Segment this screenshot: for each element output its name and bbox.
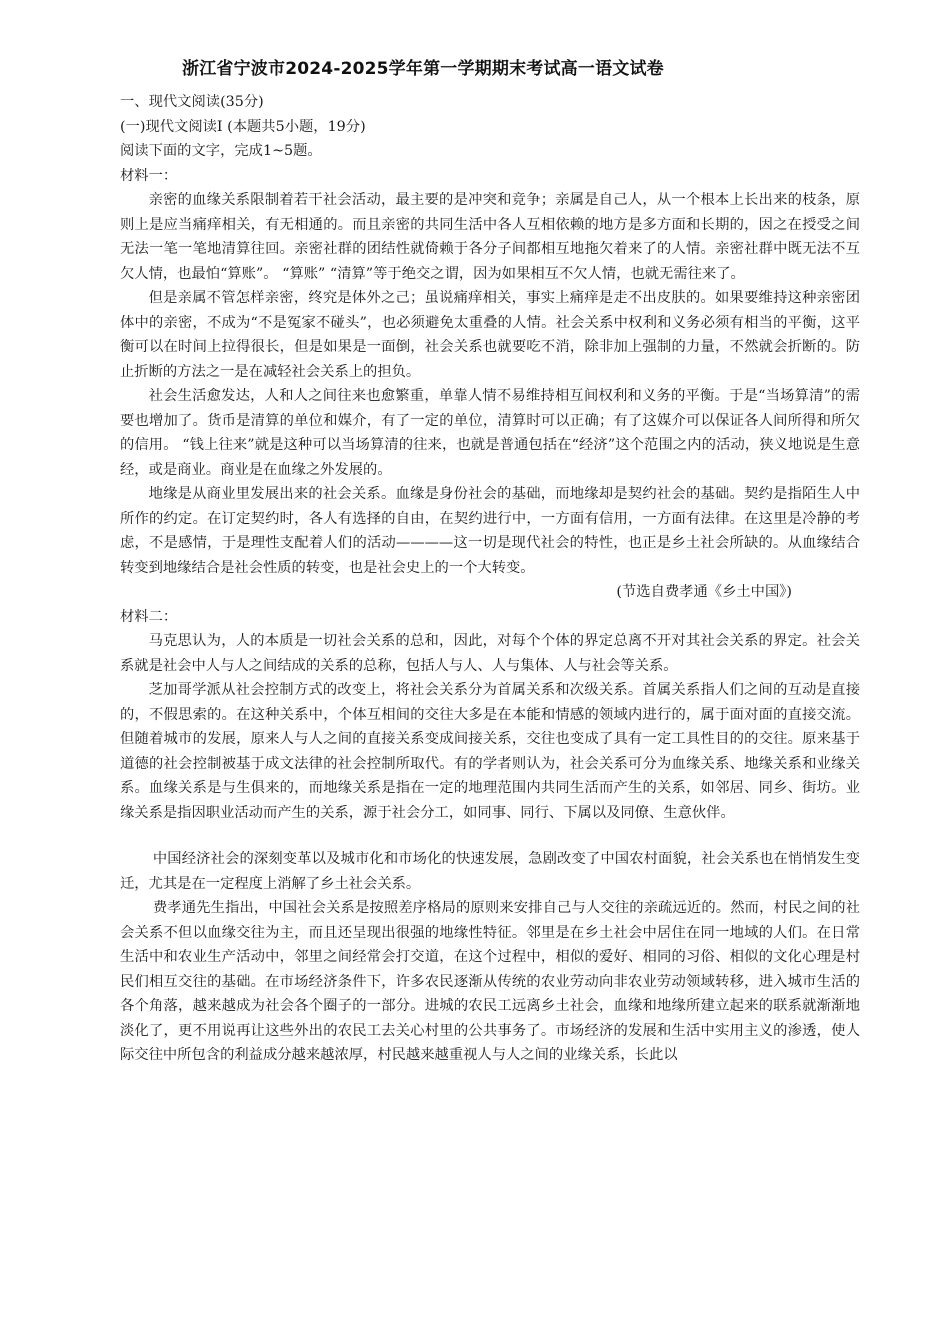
material2-paragraph: 中国经济社会的深刻变革以及城市化和市场化的快速发展，急剧改变了中国农村面貌，社会关系也在悄悄发生变迁，尤其是在一定程度上消解了乡土社会关系。 — [120, 851, 860, 892]
material2-paragraph: 芝加哥学派从社会控制方式的改变上，将社会关系分为首属关系和次级关系。首属关系指人们之间的互动是直接的，不假思索的。在这种关系中，个体互相间的交往大多是在本能和情感的领域内进行的，属于面对面的直接交流。但随着城市的发展，原来人与人之间的直接关系变成间接关系，交往也变成了具有一定工具性目的的交往。原来基于道德的社会控制被基于成文法律的社会控制所取代。有的学者则认为，社会关系可分为血缘关系、地缘关系和业缘关系。血缘关系是与生俱来的，而地缘关系是指在一定的地理范围内共同生活而产生的关系，如邻居、同乡、街坊。业缘关系是指因职业活动而产生的关系，源于社会分工，如同事、同行、下属以及同僚、生意伙伴。 — [120, 682, 860, 821]
exam-page — [120, 58, 860, 1068]
instruction: 阅读下面的文字，完成1~5题。 — [120, 143, 322, 159]
section-heading: 一、现代文阅读(35分) — [120, 94, 264, 110]
material2-paragraph: 费孝通先生指出，中国社会关系是按照差序格局的原则来安排自己与人交往的亲疏远近的。然而，村民之间的社会关系不但以血缘交往为主，而且还呈现出很强的地缘性特征。邻里是在乡土社会中居住在同一地域的人们。在日常生活中和农业生产活动中，邻里之间经常会打交道，在这个过程中，相似的爱好、相同的习俗、相似的文化心理是村民们相互交往的基础。在市场经济条件下，许多农民逐渐从传统的农业劳动向非农业劳动领域转移，进入城市生活的各个角落，越来越成为社会各个圈子的一部分。进城的农民工远离乡土社会，血缘和地缘所建立起来的联系就渐渐地淡化了，更不用说再让这些外出的农民工去关心村里的公共事务了。市场经济的发展和生活中实用主义的渗透，使人际交往中所包含的利益成分越来越浓厚，村民越来越重视人与人之间的业缘关系，长此以 — [120, 900, 860, 1063]
page-title: 浙江省宁波市2024-2025学年第一学期期末考试高一语文试卷 — [182, 59, 664, 79]
material1-paragraph: 但是亲属不管怎样亲密，终究是体外之己；虽说痛痒相关，事实上痛痒是走不出皮肤的。如果要维持这种亲密团体中的亲密，不成为“不是冤家不碰头”，也必须避免太重叠的人情。社会关系中权利和义务必须有相当的平衡，这平衡可以在时间上拉得很长，但是如果是一面倒，社会关系也就要吃不消，除非加上强制的力量，不然就会折断的。防止折断的方法之一是在减轻社会关系上的担负。 — [120, 290, 860, 380]
material2-label: 材料二： — [120, 608, 178, 625]
material1-paragraph: 社会生活愈发达，人和人之间往来也愈繁重，单靠人情不易维持相互间权利和义务的平衡。于是“当场算清”的需要也增加了。货币是清算的单位和媒介，有了一定的单位，清算时可以正确；有了这媒介可以保证各人间所得和所欠的信用。 “钱上往来”就是这种可以当场算清的往来，也就是普通包括在“经济”这个范围之内的活动，狭义地说是生意经，或是商业。商业是在血缘之外发展的。 — [120, 388, 860, 478]
material1-source: (节选自费孝通《乡土中国》) — [616, 584, 792, 600]
material1-label: 材料一： — [120, 167, 178, 184]
subsection-heading: (一)现代文阅读Ⅰ (本题共5小题，19分) — [120, 118, 366, 135]
material1-paragraph: 亲密的血缘关系限制着若干社会活动，最主要的是冲突和竞争；亲属是自己人，从一个根本上长出来的枝条，原则上是应当痛痒相关，有无相通的。而且亲密的共同生活中各人互相依赖的地方是多方面和长期的，因之在授受之间无法一笔一笔地清算往回。亲密社群的团结性就倚赖于各分子间都相互地拖欠着来了的人情。亲密社群中既无法不互欠人情，也最怕“算账”。 “算账” “清算”等于绝交之谓，因为如果相互不欠人情，也就无需往来了。 — [120, 192, 860, 282]
paragraph-gap — [120, 825, 860, 847]
material2-paragraph: 马克思认为，人的本质是一切社会关系的总和，因此，对每个个体的界定总离不开对其社会关系的界定。社会关系就是社会中人与人之间结成的关系的总称，包括人与人、人与集体、人与社会等关系。 — [120, 633, 860, 674]
material1-paragraph: 地缘是从商业里发展出来的社会关系。血缘是身份社会的基础，而地缘却是契约社会的基础。契约是指陌生人中所作的约定。在订定契约时，各人有选择的自由，在契约进行中，一方面有信用，一方面有法律。在这里是冷静的考虑，不是感情，于是理性支配着人们的活动————这一切是现代社会的特性，也正是乡土社会所缺的。从血缘结合转变到地缘结合是社会性质的转变，也是社会史上的一个大转变。 — [120, 486, 860, 576]
